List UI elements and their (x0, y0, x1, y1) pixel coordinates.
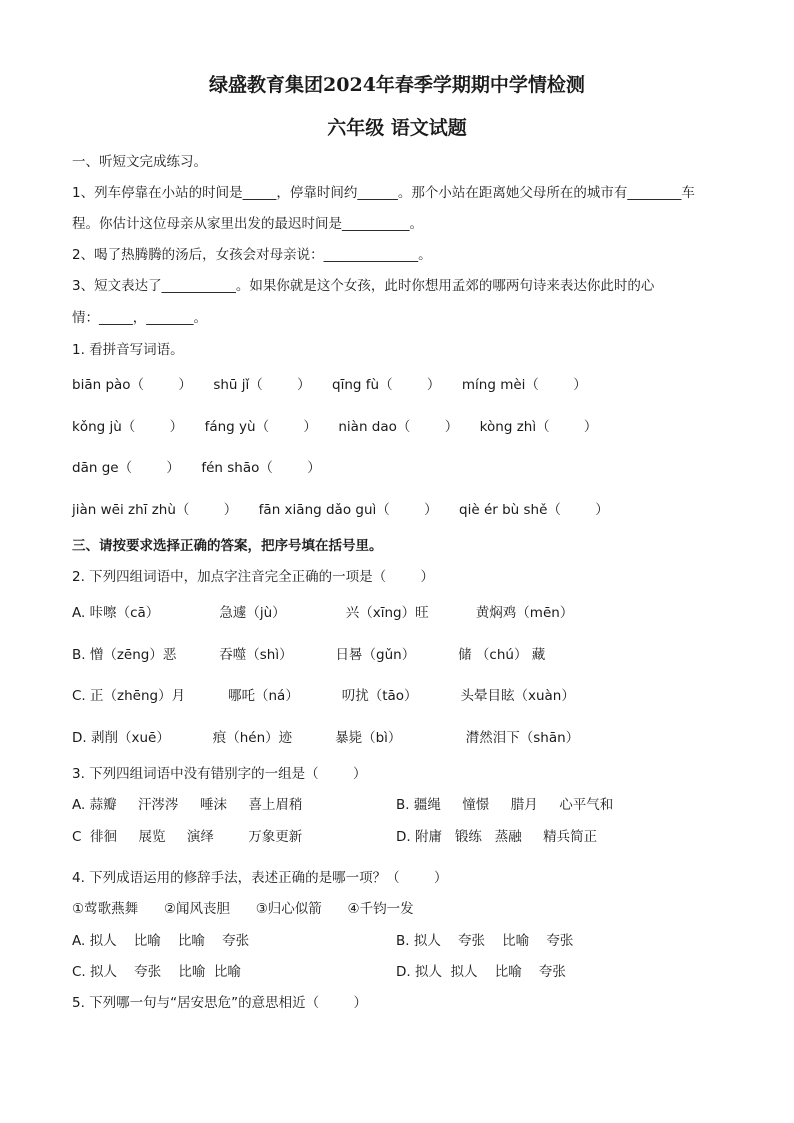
choice-q2-option-b: B. 憎（zēng）恶 吞噬（shì） 日晷（gǔn） 储 （chú） 藏 (72, 647, 546, 663)
pinyin-row-4: jiàn wēi zhī zhù（ ） fān xiāng dǎo guì（ ） qiè ér bù shě（ ） (72, 502, 609, 518)
choice-q4-option-b: B. 拟人 夸张 比喻 夸张 (396, 933, 574, 949)
pinyin-row-3: dān ge（ ） fén shāo（ ） (72, 460, 321, 476)
choice-q2-option-d: D. 剥削（xuē） 痕（hén）迹 暴毙（bì） 潸然泪下（shān） (72, 730, 580, 746)
choice-q4-option-a: A. 拟人 比喻 比喻 夸张 (72, 933, 250, 949)
choice-q4-idioms: ①莺歌燕舞 ②闻风丧胆 ③归心似箭 ④千钧一发 (72, 901, 414, 917)
choice-q2-option-a: A. 咔嚓（cā） 急遽（jù） 兴（xīng）旺 黄焖鸡（mēn） (72, 605, 574, 621)
choice-q3-option-a: A. 蒜瓣 汗涔涔 唾沫 喜上眉稍 (72, 797, 303, 813)
exam-subtitle: 六年级 语文试题 (327, 117, 467, 139)
choice-q3-option-c: C 徘徊 展览 演绎 万象更新 (72, 829, 303, 845)
listening-q3-line2: 情：_____，_______。 (72, 310, 207, 326)
section-listening-heading: 一、听短文完成练习。 (72, 154, 207, 170)
exam-title: 绿盛教育集团2024年春季学期期中学情检测 (209, 74, 585, 96)
pinyin-question-heading: 1. 看拼音写词语。 (72, 342, 184, 358)
listening-q3-line1: 3、短文表达了___________。如果你就是这个女孩，此时你想用孟郊的哪两句诗来表达你此时的心 (72, 278, 655, 294)
choice-q4-stem: 4. 下列成语运用的修辞手法，表述正确的是哪一项？（ ） (72, 870, 448, 886)
choice-q3-option-d: D. 附庸 锻练 蒸融 精兵简正 (396, 829, 598, 845)
pinyin-row-1: biān pào（ ） shū jǐ（ ） qīng fù（ ） míng mèi（ ） (72, 377, 587, 393)
listening-q2: 2、喝了热腾腾的汤后，女孩会对母亲说：______________。 (72, 247, 432, 263)
choice-q3-option-b: B. 疆绳 憧憬 腊月 心平气和 (396, 797, 614, 813)
pinyin-row-2: kǒng jù（ ） fáng yù（ ） niàn dao（ ） kòng zhì（ ） (72, 419, 598, 435)
listening-q1-line1: 1、列车停靠在小站的时间是_____，停靠时间约______。那个小站在距离她父母所在的城市有________车 (72, 185, 695, 201)
listening-q1-line2: 程。你估计这位母亲从家里出发的最迟时间是__________。 (72, 216, 423, 232)
choice-q2-stem: 2. 下列四组词语中，加点字注音完全正确的一项是（ ） (72, 569, 435, 585)
choice-q3-stem: 3. 下列四组词语中没有错别字的一组是（ ） (72, 766, 367, 782)
choice-q4-option-d: D. 拟人 拟人 比喻 夸张 (396, 964, 566, 980)
section-choice-heading: 三、请按要求选择正确的答案，把序号填在括号里。 (72, 538, 383, 554)
choice-q2-option-c: C. 正（zhēng）月 哪吒（ná） 叨扰（tāo） 头晕目眩（xuàn） (72, 688, 575, 704)
choice-q4-option-c: C. 拟人 夸张 比喻 比喻 (72, 964, 241, 980)
choice-q5-stem: 5. 下列哪一句与“居安思危”的意思相近（ ） (72, 995, 367, 1011)
